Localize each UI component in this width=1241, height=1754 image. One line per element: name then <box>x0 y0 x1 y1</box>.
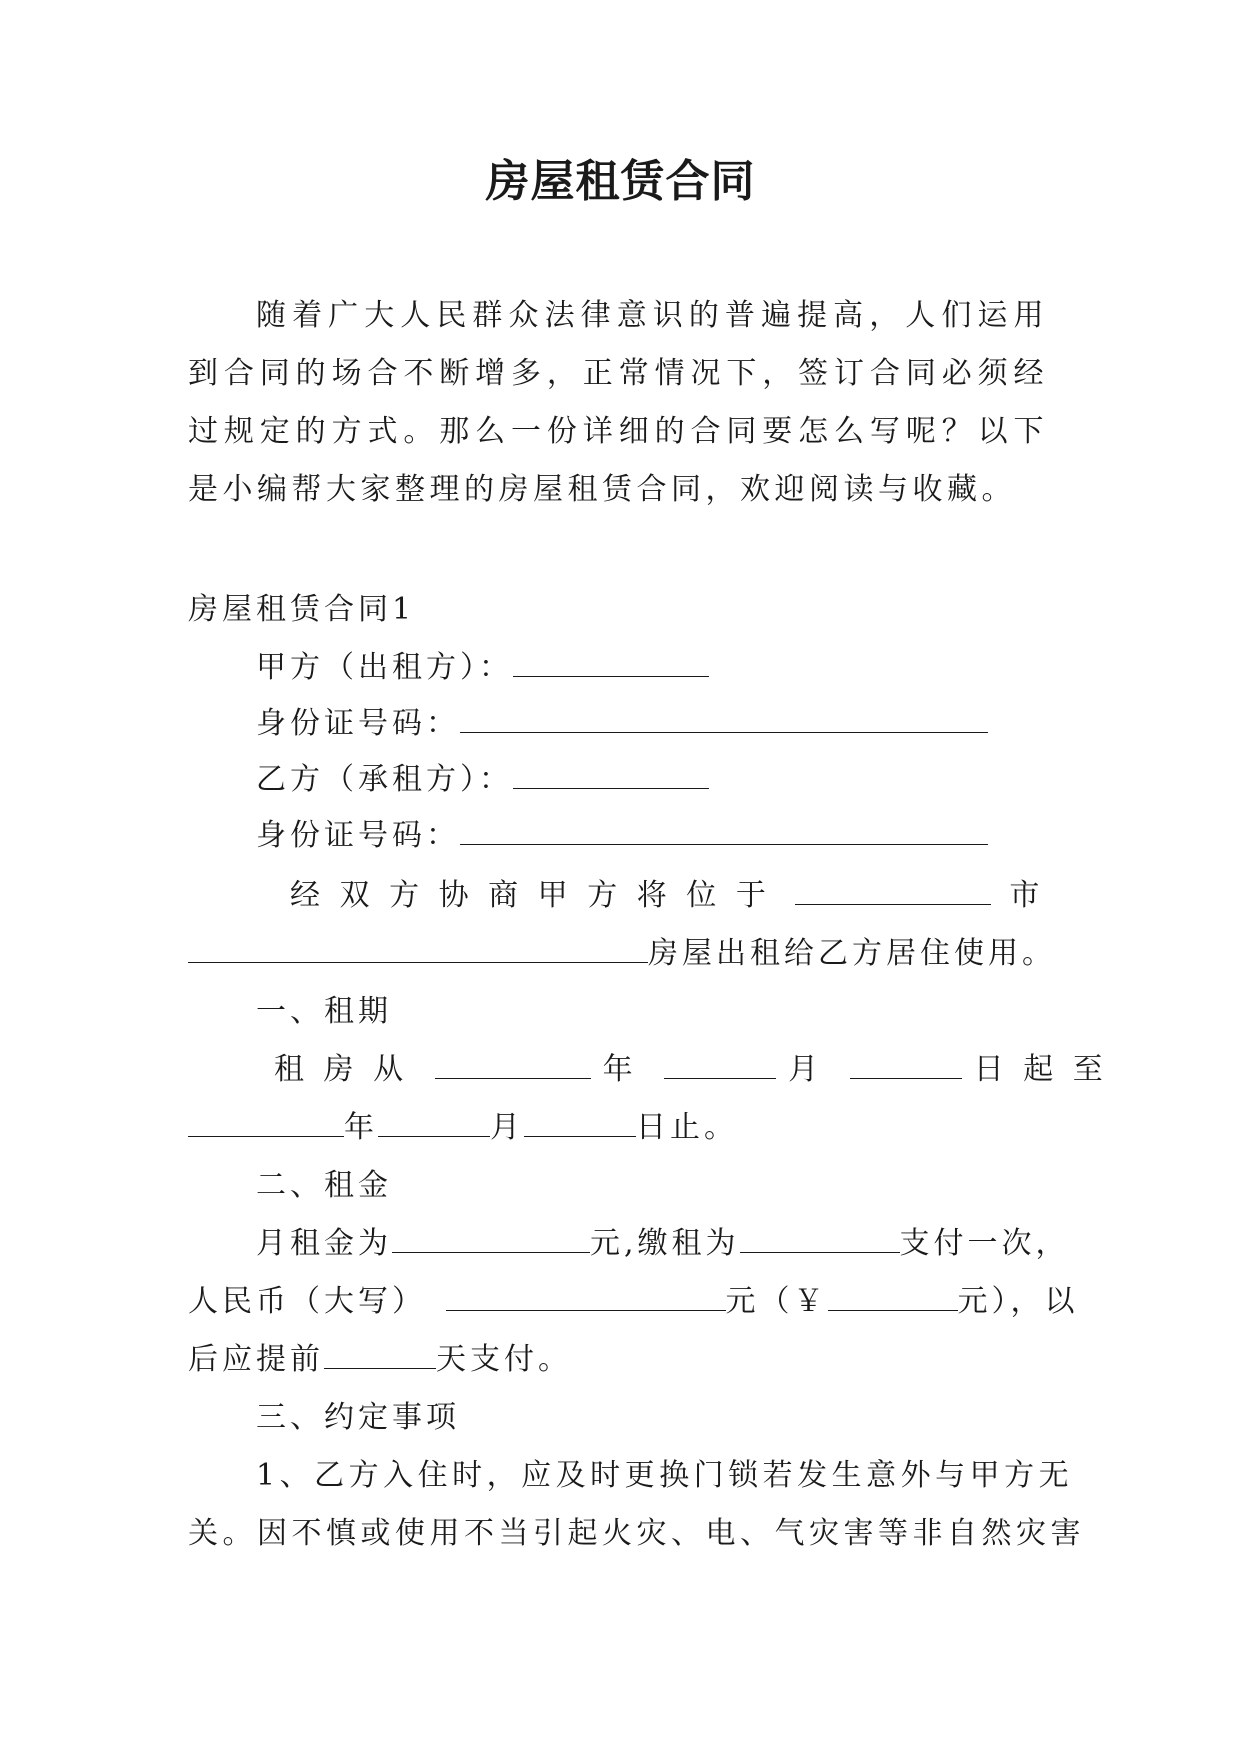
address-blank[interactable] <box>188 938 648 963</box>
location-line-2 <box>188 934 1056 974</box>
id-b-blank[interactable] <box>460 820 988 845</box>
party-b-blank[interactable] <box>513 764 709 789</box>
rmb-uppercase-blank[interactable] <box>446 1286 726 1311</box>
id-a-blank[interactable] <box>460 708 988 733</box>
party-a-blank[interactable] <box>513 652 709 677</box>
city-blank[interactable] <box>795 880 991 905</box>
item1-line2: 关。因不慎或使用不当引起火灾、电、气灾害等非自然灾害 <box>188 1516 1085 1551</box>
location-line-1 <box>290 876 1044 916</box>
rmb-line <box>188 1282 1079 1322</box>
clause3-title: 三、约定事项 <box>256 1400 460 1435</box>
month-label-2: 月 <box>490 1110 524 1145</box>
clause2-title: 二、租金 <box>256 1168 392 1203</box>
document-title: 房屋租赁合同 <box>485 156 756 207</box>
monthly-rent-blank[interactable] <box>392 1228 590 1253</box>
start-month-blank[interactable] <box>664 1054 776 1079</box>
year-label-1: 年 <box>602 1052 638 1087</box>
rmb-text-2: 元（￥ <box>725 1284 828 1319</box>
id-b-label: 身份证号码： <box>256 818 460 853</box>
lease-from-text: 租 房 从 <box>274 1052 409 1087</box>
id-a-line <box>256 704 988 744</box>
id-b-line <box>256 816 988 856</box>
party-a-label: 甲方（出租方）： <box>256 650 513 685</box>
day-to-text: 日 起 至 <box>973 1052 1108 1087</box>
end-year-blank[interactable] <box>188 1112 344 1137</box>
party-b-line <box>256 760 709 800</box>
rmb-text-3: 元），以 <box>957 1284 1079 1319</box>
rent-text-3: 支付一次， <box>899 1226 1070 1261</box>
end-day-blank[interactable] <box>524 1112 636 1137</box>
location-text-3: 房屋出租给乙方居住使用。 <box>648 936 1056 971</box>
rent-line <box>256 1224 1070 1264</box>
rmb-text-1: 人民币（大写） <box>188 1284 426 1319</box>
intro-paragraph: 随着广大人民群众法律意识的普遍提高，人们运用到合同的场合不断增多，正常情况下，签订合同必须经过规定的方式。那么一份详细的合同要怎么写呢？以下是小编帮大家整理的房屋租赁合同，欢迎阅读与收藏。 <box>188 298 1048 507</box>
id-a-label: 身份证号码： <box>256 706 460 741</box>
payment-period-blank[interactable] <box>740 1228 900 1253</box>
advance-text-1: 后应提前 <box>188 1342 324 1377</box>
advance-line <box>188 1340 572 1380</box>
start-year-blank[interactable] <box>435 1054 591 1079</box>
end-month-blank[interactable] <box>378 1112 490 1137</box>
year-label-2: 年 <box>344 1110 378 1145</box>
location-text-1: 经 双 方 协 商 甲 方 将 位 于 <box>290 878 771 913</box>
day-end-text: 日止。 <box>636 1110 738 1145</box>
lease-line-1 <box>274 1050 1108 1090</box>
party-a-line <box>256 648 709 688</box>
section-title: 房屋租赁合同1 <box>188 592 416 627</box>
advance-text-2: 天支付。 <box>436 1342 572 1377</box>
rmb-amount-blank[interactable] <box>828 1286 958 1311</box>
party-b-label: 乙方（承租方）： <box>256 762 513 797</box>
clause1-title: 一、租期 <box>256 994 392 1029</box>
item1-line1: 1、乙方入住时，应及时更换门锁若发生意外与甲方无 <box>256 1458 1074 1493</box>
lease-line-2 <box>188 1108 738 1148</box>
rent-text-2: 元,缴租为 <box>590 1226 740 1261</box>
advance-days-blank[interactable] <box>324 1344 436 1369</box>
rent-text-1: 月租金为 <box>256 1226 392 1261</box>
start-day-blank[interactable] <box>850 1054 962 1079</box>
location-text-2: 市 <box>1009 878 1045 913</box>
month-label-1: 月 <box>788 1052 824 1087</box>
